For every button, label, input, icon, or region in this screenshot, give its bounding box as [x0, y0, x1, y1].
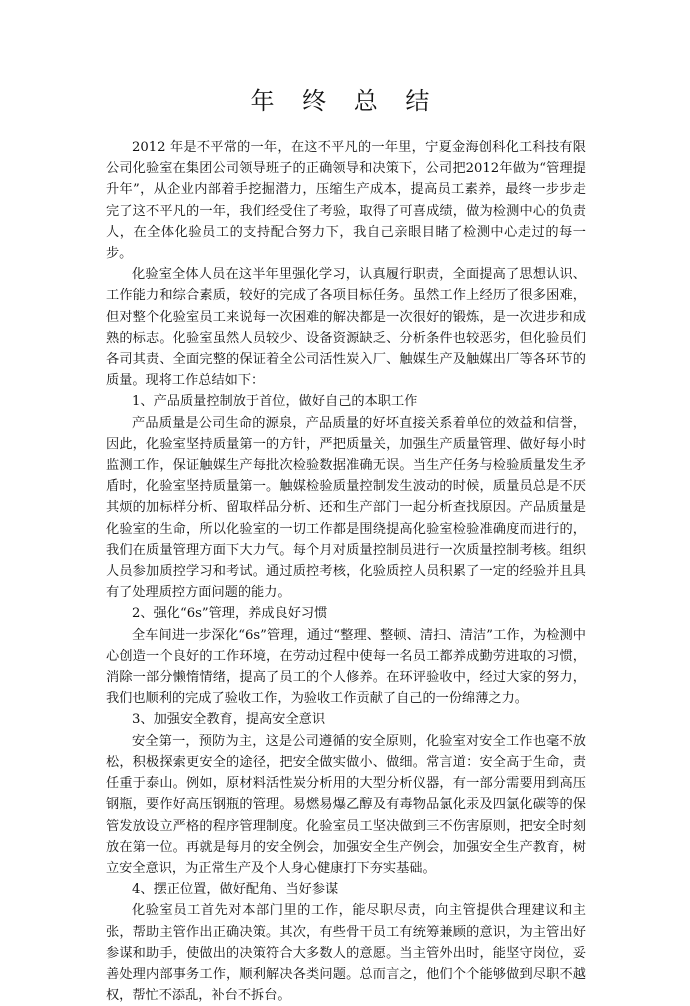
- document-title: 年 终 总 结: [250, 87, 440, 115]
- paragraph-role: 化验室员工首先对本部门里的工作，能尽职尽责，向主管提供合理建议和主张，帮助主管作出正确决策。其次，有些骨干员工有统筹兼顾的意识，为主管出好参谋和助手，使做出的决策符合大多数人的意愿。当主管外出时，能坚守岗位，妥善处理内部事务工作，顺利解决各类问题。总而言之，他们个个能够做到尽职不越权，帮忙不添乱，补台不拆台。: [106, 903, 586, 1004]
- paragraph-6s: 全车间进一步深化“6s”管理，通过“整理、整顿、清扫、清洁”工作，为检测中心创造一个良好的工作环境，在劳动过程中使每一名员工都养成勤劳进取的习惯，消除一部分懒惰情绪，提高了员工的个人修养。在环评验收中，经过大家的努力，我们也顺利的完成了验收工作，为验收工作贡献了自己的一份绵薄之力。: [106, 627, 586, 707]
- paragraph-quality: 产品质量是公司生命的源泉，产品质量的好坏直接关系着单位的效益和信誉，因此，化验室坚持质量第一的方针，严把质量关，加强生产质量管理、做好每小时监测工作，保证触媒生产每批次检验数据准确无误。当生产任务与检验质量发生矛盾时，化验室坚持质量第一。触媒检验质量控制发生波动的时候，质量员总是不厌其烦的加标样分析、留取样品分析、还和生产部门一起分析查找原因。产品质量是化验室的生命，所以化验室的一切工作都是围绕提高化验室检验准确度而进行的，我们在质量管理方面下大力气。每个月对质量控制员进行一次质量控制考核。组织人员参加质控学习和考试。通过质控考核，化验质控人员积累了一定的经验并且具有了处理质控方面问题的能力。: [106, 415, 586, 601]
- paragraph-safety: 安全第一，预防为主，这是公司遵循的安全原则，化验室对安全工作也毫不放松，积极探索更安全的途径，把安全做实做小、做细。常言道：安全高于生命，责任重于泰山。例如，原材料活性炭分析用的大型分析仪器，有一部分需要用到高压钢瓶，要作好高压钢瓶的管理。易燃易爆乙醇及有毒物品氯化汞及四氯化碳等的保管发放设立严格的程序管理制度。化验室员工坚决做到三不伤害原则，把安全时刻放在第一位。再就是每月的安全例会，加强安全生产例会，加强安全生产教育，树立安全意识，为正常生产及个人身心健康打下夯实基础。: [106, 733, 586, 876]
- document-body: [106, 137, 586, 1006]
- section-heading-role: 4、摆正位置，做好配角、当好参谋: [132, 882, 339, 898]
- section-heading-safety: 3、加强安全教育，提高安全意识: [132, 712, 326, 728]
- paragraph-overview: 化验室全体人员在这半年里强化学习，认真履行职责，全面提高了思想认识、工作能力和综合素质，较好的完成了各项目标任务。虽然工作上经历了很多困难，但对整个化验室员工来说每一次困难的解决都是一次很好的锻炼，是一次进步和成熟的标志。化验室虽然人员较少、设备资源缺乏、分析条件也较恶劣，但化验员们各司其责、全面完整的保证着全公司活性炭入厂、触媒生产及触媒出厂等各环节的质量。现将工作总结如下：: [106, 267, 586, 389]
- section-heading-quality: 1、产品质量控制放于首位，做好自己的本职工作: [132, 394, 418, 410]
- section-heading-6s: 2、强化“6s”管理，养成良好习惯: [132, 606, 328, 622]
- paragraph-intro: 2012 年是不平常的一年，在这不平凡的一年里，宁夏金海创科化工科技有限公司化验室在集团公司领导班子的正确领导和决策下，公司把2012年做为“管理提升年”，从企业内部着手挖掘潜力，压缩生产成本，提高员工素养，最终一步步走完了这不平凡的一年，我们经受住了考验，取得了可喜成绩，做为检测中心的负责人，在全体化验员工的支持配合努力下，我自己亲眼目睹了检测中心走过的每一步。: [106, 140, 586, 262]
